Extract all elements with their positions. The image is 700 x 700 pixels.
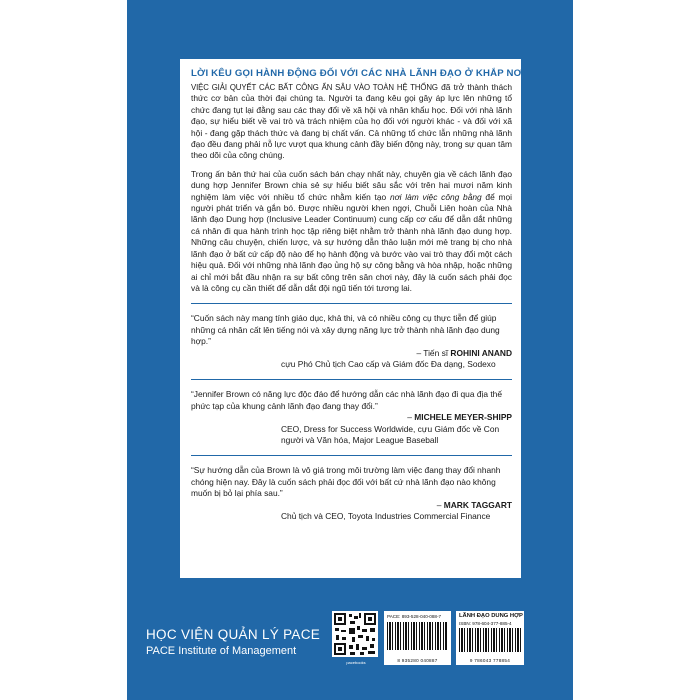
book-title: LÃNH ĐẠO DUNG HỢP xyxy=(459,613,523,619)
desc-part-a: Trong ấn bản thứ hai của cuốn sách bán chạy nhất này, chuyên gia về cách lãnh đạo dung hợp Jennifer Brown chia sẻ sự hiểu biết sâu sắc với trên hai mươi năm kinh nghiệm làm việc với nhiều tổ chức nhằm kiến tạo xyxy=(191,168,512,202)
quote-2-role: CEO, Dress for Success Worldwide, cựu Giám đốc về Con người và Văn hóa, Major League Baseball xyxy=(281,423,500,445)
quote-3-attribution xyxy=(191,500,512,511)
quote-2-attribution xyxy=(191,412,512,423)
isbn-number: 9 786043 778854 xyxy=(469,658,511,663)
qr-code-icon xyxy=(332,611,378,657)
intro-paragraph xyxy=(191,82,512,162)
publisher-name-en: PACE Institute of Management xyxy=(146,645,297,657)
internal-number: 8 935280 040887 xyxy=(397,658,438,663)
publisher-name: HỌC VIỆN QUẢN LÝ PACE xyxy=(146,627,321,642)
desc-emphasis: nơi làm việc công bằng xyxy=(389,191,482,202)
quote-3-name: MARK TAGGART xyxy=(443,499,512,510)
description-paragraph xyxy=(191,169,512,294)
quote-2-prefix: – xyxy=(407,412,415,423)
internal-code: PACE: 893-528-040-088-7 xyxy=(387,614,442,619)
barcode-bars-icon xyxy=(459,628,521,652)
barcode-bars-icon xyxy=(387,622,448,650)
heading: LỜI KÊU GỌI HÀNH ĐỘNG ĐỐI VỚI CÁC NHÀ LÃNH ĐẠO Ở KHẮP NƠI xyxy=(191,68,525,79)
internal-barcode xyxy=(384,611,451,665)
quote-1-role: cựu Phó Chủ tịch Cao cấp và Giám đốc Đa dạng, Sodexo xyxy=(281,358,496,369)
isbn-code: ISBN: 978-604-377-885-4 xyxy=(459,621,512,626)
divider xyxy=(191,379,512,380)
divider xyxy=(191,303,512,304)
quote-2-text: “Jennifer Brown có năng lực độc đáo để hướng dẫn các nhà lãnh đạo đi qua địa thế phức tạp của khung cảnh lãnh đạo đang thay đổi.” xyxy=(191,389,502,411)
text-panel xyxy=(180,59,525,578)
quote-3-prefix: – xyxy=(436,499,444,510)
intro-caps: VIỆC GIẢI QUYẾT CÁC BẤT CÔNG ẨN SÂU VÀO TOÀN HỆ THỐNG xyxy=(191,83,438,92)
divider xyxy=(191,455,512,456)
quote-2-name: MICHELE MEYER-SHIPP xyxy=(414,412,512,423)
desc-part-b: để mọi người phát triển và gắn bó. Được nhiều người khen ngợi, Chuỗi Liên hoàn của Nhà lãnh đạo Dung hợp (Inclusive Leader Continuum) cung cấp cơ cấu để dẫn dắt những cá nhân đi qua hành trình học tập riêng biệt nhằm trở thành nhà lãnh đạo dung hợp. Những câu chuyện, chiến lược, và sự hướng dẫn thảo luận mới mẻ trang bị cho nhà lãnh đạo ở bất cứ cấp độ nào để họ hành động và bước vào vai trò thay đổi một cách hiệu quả. Đối với những nhà lãnh đạo ủng hộ sự công bằng và hòa nhập, hoặc những ai chỉ mới bắt đầu nhận ra sự bất công trên sân chơi này, đây là cuốn sách phải đọc và là công cụ cần thiết để dẫn dắt đội ngũ tiến tới tương lai. xyxy=(191,191,512,293)
quote-1-text: “Cuốn sách này mang tính giáo dục, khả thi, và có nhiều công cụ thực tiễn để giúp những cá nhân cất lên tiếng nói và xây dựng năng lực trở thành nhà lãnh đạo dung hợp.” xyxy=(191,313,500,347)
quote-3-role: Chủ tịch và CEO, Toyota Industries Commercial Finance xyxy=(281,511,491,521)
qr-caption: pacebooks xyxy=(346,660,366,665)
qr-code xyxy=(332,611,378,657)
intro-rest: đã trở thành thách thức cơ bản của thời đại chúng ta. Người ta đang kêu gọi gây áp lực lên những tổ chức đang tụt lại đằng sau các thay đổi về xã hội và nhân khẩu học. Đối với nhà lãnh đạo, sự hiểu biết về vai trò và trách nhiệm của họ đối với người khác - và đối với xã hội - đang gặp thách thức và đang bị chất vấn. Cả những tổ chức lẫn những nhà lãnh đạo đều đang phải nỗ lực vượt qua khung cảnh đầy biến động này, trong sự quan tâm theo dõi của công chúng. xyxy=(191,82,512,161)
quote-1-attribution xyxy=(191,348,512,359)
isbn-barcode xyxy=(456,611,524,665)
quote-1-prefix: – Tiến sĩ xyxy=(416,347,451,358)
quote-1-name: ROHINI ANAND xyxy=(450,347,512,358)
quote-3-text: “Sự hướng dẫn của Brown là vô giá trong môi trường làm việc đang thay đổi nhanh chóng hiện nay. Đây là cuốn sách phải đọc đối với bất cứ nhà lãnh đạo nào không muốn bị bỏ lại phía sau.” xyxy=(191,465,501,499)
